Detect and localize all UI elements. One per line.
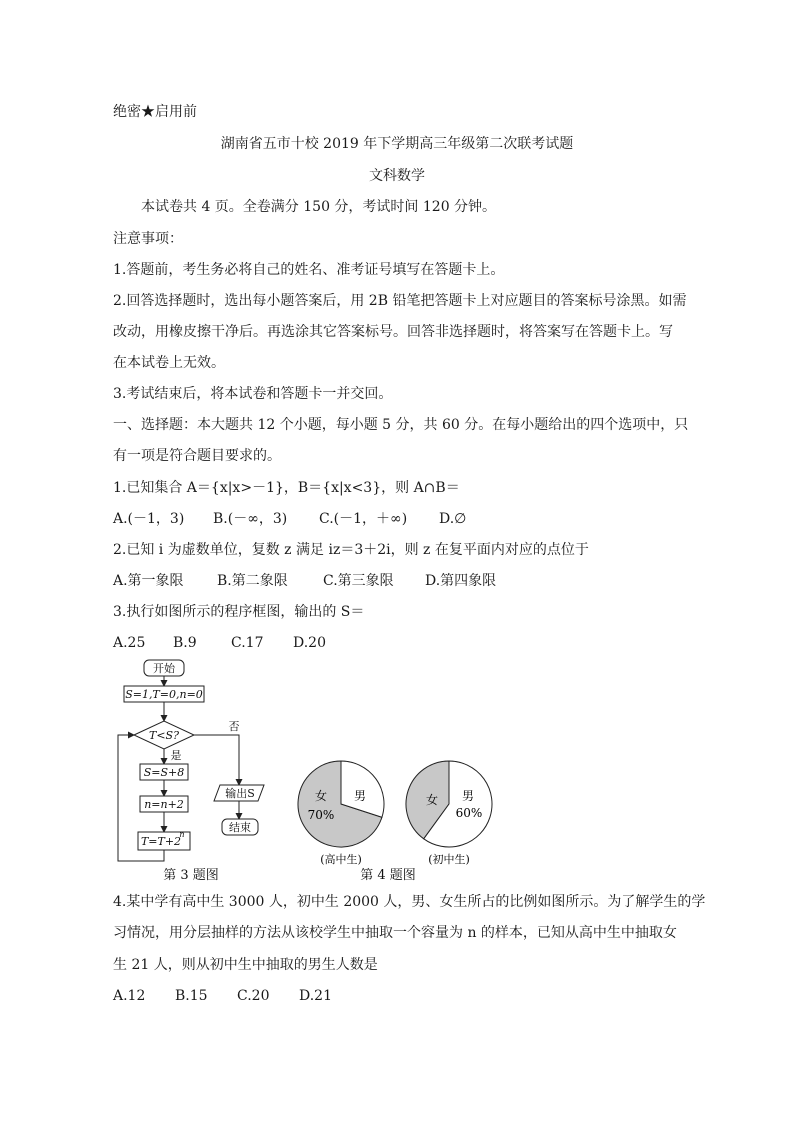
pie-high-caption: (高中生) — [320, 853, 362, 866]
q2-option-d: D.第四象限 — [425, 573, 497, 589]
note-1: 1.答题前，考生务必将自己的姓名、准考证号填写在答题卡上。 — [113, 262, 505, 278]
flow-init-text: S=1,T=0,n=0 — [125, 688, 203, 701]
pie-middle-female-label: 女 — [425, 793, 439, 807]
pie-high-male-label: 男 — [353, 789, 367, 803]
figure-4-caption: 第 4 题图 — [360, 868, 416, 883]
q3-option-a: A.25 — [113, 635, 146, 651]
exam-subject: 文科数学 — [369, 168, 425, 184]
q4-line-1: 4.某中学有高中生 3000 人，初中生 2000 人，男、女生所占的比例如图所示。为了解学生的学 — [113, 894, 706, 910]
q2-option-b: B.第二象限 — [217, 573, 288, 589]
q2-option-c: C.第三象限 — [323, 573, 394, 589]
notes-heading: 注意事项： — [113, 231, 183, 247]
q2-option-a: A.第一象限 — [113, 573, 184, 589]
q1-option-d: D.∅ — [439, 511, 467, 527]
q4-option-b: B.15 — [175, 988, 208, 1004]
q1-option-c: C.(－1，＋∞) — [319, 511, 408, 527]
q2-stem: 2.已知 i 为虚数单位，复数 z 满足 iz＝3＋2i，则 z 在复平面内对应的点位于 — [113, 542, 589, 558]
secret-mark: 绝密★启用前 — [113, 104, 197, 120]
flow-yes-label: 是 — [170, 749, 182, 762]
q4-option-d: D.21 — [299, 988, 332, 1004]
q1-option-a: A.(－1，3) — [113, 511, 185, 527]
flow-step3-text: T=T+2 — [140, 835, 182, 848]
section-1-line-2: 有一项是符合题目要求的。 — [113, 448, 281, 464]
q3-option-d: D.20 — [293, 635, 326, 651]
note-2-line-3: 在本试卷上无效。 — [113, 355, 225, 371]
note-3: 3.考试结束后，将本试卷和答题卡一并交回。 — [113, 386, 393, 402]
section-1-line-1: 一、选择题：本大题共 12 个小题，每小题 5 分，共 60 分。在每小题给出的四个选项中，只 — [113, 417, 689, 433]
q4-options — [113, 986, 332, 1006]
q4-option-a: A.12 — [113, 988, 146, 1004]
flow-start-text: 开始 — [153, 662, 175, 675]
pie-high-school — [298, 761, 384, 866]
note-2-line-1: 2.回答选择题时，选出每小题答案后，用 2B 铅笔把答题卡上对应题目的答案标号涂黑。如需 — [113, 293, 687, 309]
q1-option-b: B.(－∞，3) — [213, 511, 288, 527]
flow-end-text: 结束 — [229, 821, 251, 834]
q4-line-2: 习情况，用分层抽样的方法从该校学生中抽取一个容量为 n 的样本，已知从高中生中抽取女 — [113, 925, 677, 941]
q3-option-b: B.9 — [173, 635, 197, 651]
flow-step1-text: S=S+8 — [143, 766, 185, 779]
exam-info: 本试卷共 4 页。全卷满分 150 分，考试时间 120 分钟。 — [141, 199, 497, 215]
flow-no-label: 否 — [228, 720, 240, 733]
pie-middle-male-label: 男 — [461, 789, 475, 803]
pie-high-female-label: 女 — [314, 789, 328, 803]
flow-step2-text: n=n+2 — [144, 798, 184, 811]
exam-title: 湖南省五市十校 2019 年下学期高三年级第二次联考试题 — [220, 136, 574, 152]
q1-stem: 1.已知集合 A＝{x|x>－1}，B＝{x|x<3}，则 A∩B＝ — [113, 480, 460, 496]
note-2-line-2: 改动，用橡皮擦干净后。再选涂其它答案标号。回答非选择题时，将答案写在答题卡上。写 — [113, 324, 673, 340]
flow-cond-text: T<S? — [149, 729, 179, 742]
q4-option-c: C.20 — [237, 988, 270, 1004]
flow-output-text: 输出S — [225, 787, 255, 800]
figure-3-caption: 第 3 题图 — [163, 868, 219, 883]
q4-line-3: 生 21 人，则从初中生中抽取的男生人数是 — [113, 957, 378, 973]
pie-middle-caption: (初中生) — [428, 853, 470, 866]
q3-option-c: C.17 — [231, 635, 264, 651]
pie-middle-school — [406, 761, 492, 866]
pie-middle-male-pct: 60% — [455, 806, 483, 820]
pie-high-female-pct: 70% — [307, 808, 335, 822]
flow-step3-superscript: n — [179, 830, 185, 839]
q3-stem: 3.执行如图所示的程序框图，输出的 S＝ — [113, 604, 365, 620]
flow-no-line — [194, 735, 239, 785]
